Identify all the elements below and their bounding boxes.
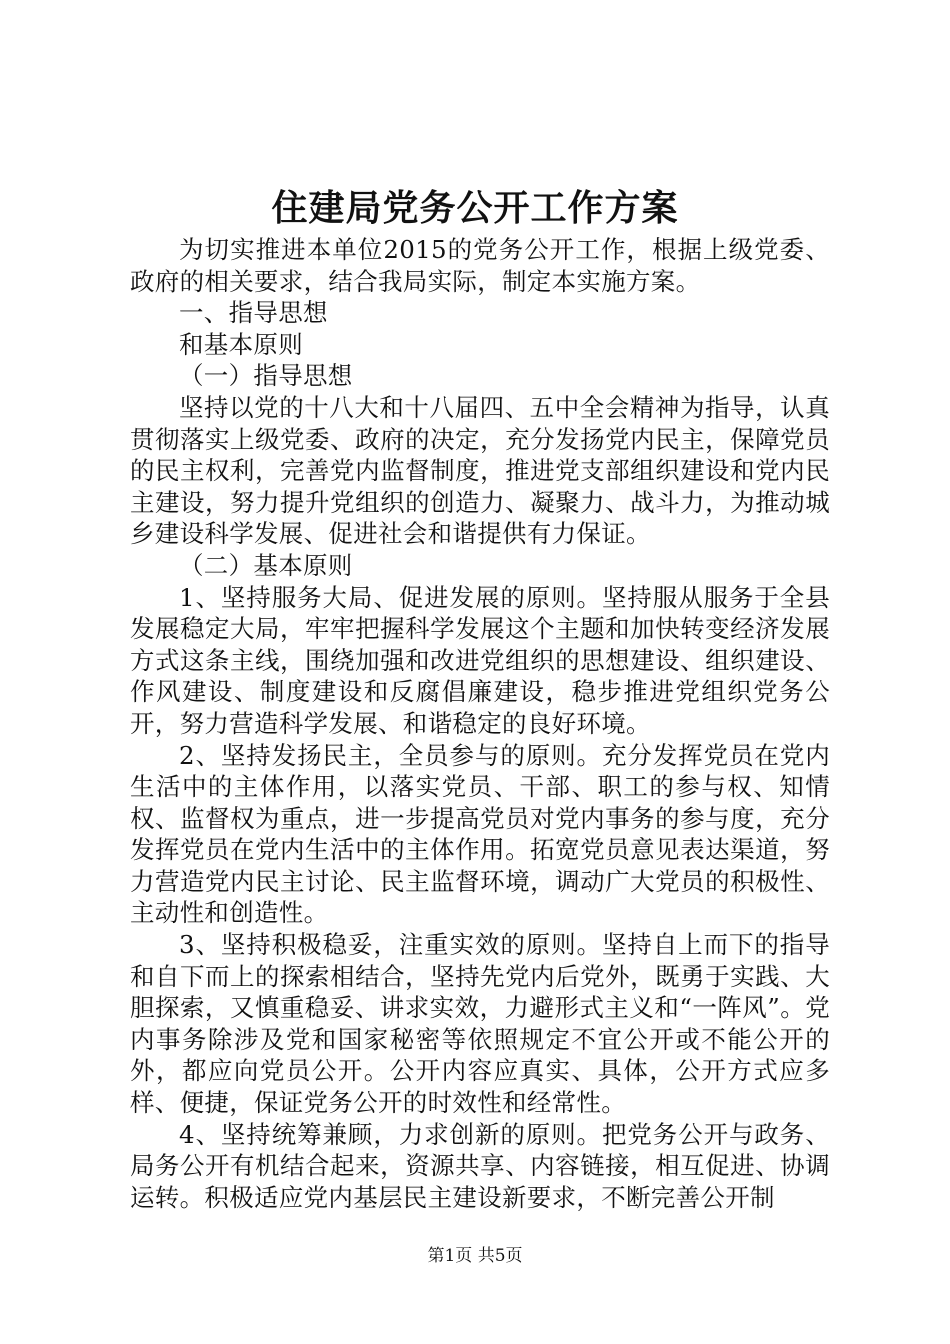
page-number-footer: 第1页 共5页 [427, 1246, 523, 1266]
principle-paragraph-3: 3、坚持积极稳妥，注重实效的原则。坚持自上而下的指导和自下而上的探索相结合，坚持先党内后党外，既勇于实践、大胆探索，又慎重稳妥、讲求实效，力避形式主义和“一阵风”。党内事务除涉及党和国家秘密等依照规定不宜公开或不能公开的外，都应向党员公开。公开内容应真实、具体，公开方式应多样、便捷，保证党务公开的时效性和经常性。 [130, 930, 830, 1118]
section-heading-1-cont: 和基本原则 [179, 329, 303, 359]
section-heading-1: 一、指导思想 [179, 298, 328, 328]
principle-paragraph-2: 2、坚持发扬民主，全员参与的原则。充分发挥党员在党内生活中的主体作用，以落实党员、干部、职工的参与权、知情权、监督权为重点，进一步提高党员对党内事务的参与度，充分发挥党员在党内生活中的主体作用。拓宽党员意见表达渠道，努力营造党内民主讨论、民主监督环境，调动广大党员的积极性、主动性和创造性。 [130, 740, 830, 928]
subsection-heading-2: （二）基本原则 [179, 550, 353, 580]
principle-paragraph-4: 4、坚持统筹兼顾，力求创新的原则。把党务公开与政务、局务公开有机结合起来，资源共享、内容链接，相互促进、协调运转。积极适应党内基层民主建设新要求，不断完善公开制 [130, 1119, 830, 1212]
guiding-ideology-paragraph: 坚持以党的十八大和十八届四、五中全会精神为指导，认真贯彻落实上级党委、政府的决定，充分发扬党内民主，保障党员的民主权利，完善党内监督制度，推进党支部组织建设和党内民主建设，努力提升党组织的创造力、凝聚力、战斗力，为推动城乡建设科学发展、促进社会和谐提供有力保证。 [130, 392, 830, 549]
document-title: 住建局党务公开工作方案 [271, 187, 679, 229]
subsection-heading-1: （一）指导思想 [179, 361, 353, 391]
principle-paragraph-1: 1、坚持服务大局、促进发展的原则。坚持服从服务于全县发展稳定大局，牢牢把握科学发展这个主题和加快转变经济发展方式这条主线，围绕加强和改进党组织的思想建设、组织建设、作风建设、制度建设和反腐倡廉建设，稳步推进党组织党务公开，努力营造科学发展、和谐稳定的良好环境。 [130, 582, 830, 738]
document-body [130, 234, 830, 1213]
intro-paragraph: 为切实推进本单位2015的党务公开工作，根据上级党委、政府的相关要求，结合我局实际，制定本实施方案。 [130, 235, 830, 296]
